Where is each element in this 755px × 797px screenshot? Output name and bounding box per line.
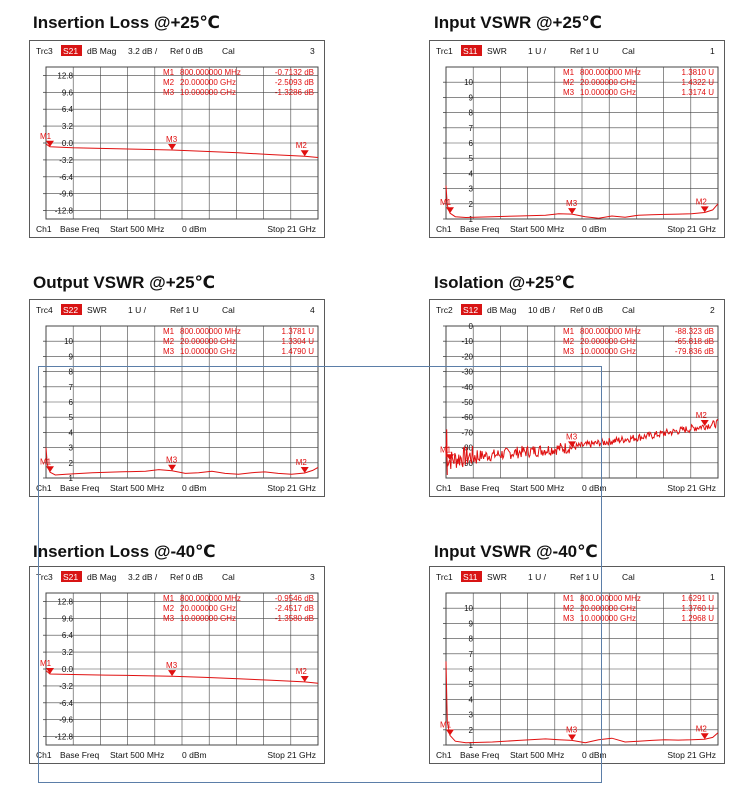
- marker-readout-value: -1.3286 dB: [274, 88, 314, 97]
- marker-readout-label: M3: [163, 347, 175, 356]
- footer-start: Start 500 MHz: [110, 483, 165, 493]
- marker-label: M2: [695, 197, 707, 207]
- y-tick-label: 6: [68, 398, 73, 407]
- y-tick-label: -30: [461, 367, 473, 377]
- footer-start: Start 500 MHz: [510, 224, 565, 234]
- y-tick-label: 2: [468, 199, 473, 209]
- y-tick-label: -80: [461, 443, 473, 453]
- y-tick-label: -60: [461, 413, 473, 423]
- y-tick-label: 5: [68, 413, 73, 423]
- header-ref: Ref 0 dB: [170, 46, 204, 56]
- y-tick-label: 6.4: [61, 105, 73, 115]
- y-tick-label: 8: [468, 108, 473, 118]
- chart-svg: [30, 41, 324, 237]
- marker-readout-freq: 20.000000 GHz: [580, 78, 637, 87]
- marker-triangle: [46, 141, 54, 147]
- header-channel-number: 3: [310, 572, 315, 582]
- y-tick-label: -9.6: [59, 189, 73, 199]
- footer-base: Base Freq: [460, 750, 500, 760]
- header-ref: Ref 0 dB: [570, 305, 604, 315]
- y-tick-label: -3.2: [59, 155, 73, 165]
- marker-label: M2: [295, 666, 307, 676]
- header-ref: Ref 1 U: [570, 46, 599, 56]
- y-tick-label: 7: [68, 382, 73, 392]
- y-tick-label: -40: [461, 382, 473, 392]
- y-tick-label: 3.2: [61, 122, 73, 132]
- marker-label: M3: [566, 199, 578, 209]
- header-scale: 1 U /: [528, 572, 546, 582]
- footer-channel: Ch1: [36, 224, 52, 234]
- header-channel-number: 3: [310, 46, 315, 56]
- panel-title: Output VSWR @+25℃: [33, 273, 216, 292]
- marker-label: M3: [566, 432, 578, 442]
- y-tick-label: -20: [461, 352, 473, 362]
- footer-stop: Stop 21 GHz: [667, 750, 716, 760]
- y-tick-label: 0.0: [61, 665, 73, 674]
- header-cal: Cal: [622, 572, 635, 582]
- header-trace: Trc1: [436, 46, 453, 56]
- marker-triangle: [568, 734, 576, 740]
- marker-label: M3: [166, 455, 178, 465]
- marker-readout-label: M2: [563, 604, 575, 613]
- header-scale: 3.2 dB /: [128, 46, 158, 56]
- y-tick-label: 12.8: [57, 71, 73, 81]
- marker-readout-value: 1.4790 U: [281, 347, 314, 356]
- marker-readout-label: M2: [563, 337, 575, 346]
- marker-label: M3: [166, 661, 178, 671]
- y-tick-label: 8: [468, 634, 473, 644]
- footer-power: 0 dBm: [582, 750, 607, 760]
- header-ref: Ref 1 U: [570, 572, 599, 582]
- y-tick-label: -3.2: [59, 681, 73, 691]
- y-tick-label: 7: [468, 123, 473, 133]
- marker-readout-label: M1: [563, 594, 575, 603]
- footer-channel: Ch1: [436, 224, 452, 234]
- y-tick-label: 3: [68, 443, 73, 453]
- marker-readout-value: 1.3174 U: [681, 88, 714, 97]
- marker-triangle: [46, 466, 54, 472]
- marker-triangle: [701, 420, 709, 426]
- y-tick-label: 2: [68, 458, 73, 468]
- header-cal: Cal: [222, 46, 235, 56]
- y-tick-label: 6: [468, 139, 473, 148]
- marker-readout-label: M1: [163, 68, 175, 77]
- marker-readout-freq: 10.000000 GHz: [180, 88, 237, 97]
- header-channel-number: 2: [710, 305, 715, 315]
- marker-readout-value: 1.3304 U: [281, 337, 314, 346]
- marker-readout-label: M3: [563, 614, 575, 623]
- footer-stop: Stop 21 GHz: [267, 750, 316, 760]
- marker-readout-freq: 20.000000 GHz: [180, 604, 237, 613]
- y-tick-label: -50: [461, 398, 473, 407]
- header-param: S21: [63, 46, 79, 56]
- y-tick-label: 12.8: [57, 597, 73, 607]
- marker-readout-freq: 10.000000 GHz: [180, 614, 237, 623]
- marker-triangle: [168, 465, 176, 471]
- header-cal: Cal: [222, 305, 235, 315]
- marker-readout-label: M1: [563, 68, 575, 77]
- header-format: dB Mag: [87, 46, 117, 56]
- marker-readout-value: -0.9546 dB: [274, 594, 314, 603]
- marker-triangle: [168, 144, 176, 150]
- marker-readout-value: 1.3781 U: [281, 327, 314, 336]
- y-tick-label: 6.4: [61, 631, 73, 641]
- footer-power: 0 dBm: [582, 224, 607, 234]
- marker-readout-value: 1.2968 U: [681, 614, 714, 623]
- footer-stop: Stop 21 GHz: [667, 483, 716, 493]
- footer-base: Base Freq: [60, 224, 100, 234]
- y-tick-label: 4: [468, 169, 473, 179]
- y-tick-label: 9: [468, 93, 473, 103]
- marker-label: M2: [695, 411, 707, 421]
- marker-readout-freq: 20.000000 GHz: [580, 337, 637, 346]
- marker-triangle: [568, 441, 576, 447]
- marker-readout-label: M3: [563, 347, 575, 356]
- footer-stop: Stop 21 GHz: [667, 224, 716, 234]
- chart-svg: [430, 41, 724, 237]
- y-tick-label: 4: [68, 428, 73, 438]
- y-tick-label: 6: [468, 665, 473, 674]
- y-tick-label: 9.6: [61, 614, 73, 624]
- y-tick-label: 5: [468, 154, 473, 164]
- footer-start: Start 500 MHz: [110, 224, 165, 234]
- header-param: S11: [463, 46, 478, 56]
- marker-readout-value: -0.7132 dB: [274, 68, 314, 77]
- y-tick-label: 0.0: [61, 139, 73, 148]
- header-param: S22: [63, 305, 79, 315]
- marker-readout-freq: 800.000000 MHz: [580, 594, 641, 603]
- marker-readout-value: -2.4517 dB: [274, 604, 314, 613]
- chart-svg: [430, 300, 724, 496]
- y-tick-label: 9: [468, 619, 473, 629]
- header-cal: Cal: [622, 46, 635, 56]
- marker-label: M1: [40, 457, 52, 467]
- marker-readout-label: M1: [163, 594, 175, 603]
- chart-panel: [29, 40, 325, 238]
- footer-power: 0 dBm: [182, 224, 207, 234]
- marker-readout-label: M3: [563, 88, 575, 97]
- marker-readout-label: M2: [163, 78, 175, 87]
- y-tick-label: -12.8: [54, 732, 73, 742]
- header-channel-number: 1: [710, 46, 715, 56]
- y-tick-label: -9.6: [59, 715, 73, 725]
- marker-readout-value: -65.818 dB: [674, 337, 714, 346]
- marker-readout-freq: 20.000000 GHz: [180, 78, 237, 87]
- marker-readout-freq: 20.000000 GHz: [180, 337, 237, 346]
- y-tick-label: 9.6: [61, 88, 73, 98]
- header-trace: Trc1: [436, 572, 453, 582]
- header-trace: Trc3: [36, 572, 53, 582]
- marker-label: M1: [440, 720, 452, 730]
- header-ref: Ref 0 dB: [170, 572, 204, 582]
- header-cal: Cal: [622, 305, 635, 315]
- marker-readout-value: -79.836 dB: [674, 347, 714, 356]
- y-tick-label: -6.4: [59, 172, 73, 182]
- y-tick-label: 10: [464, 78, 473, 88]
- footer-channel: Ch1: [36, 750, 52, 760]
- y-tick-label: 8: [68, 367, 73, 377]
- header-format: dB Mag: [487, 305, 517, 315]
- header-scale: 3.2 dB /: [128, 572, 158, 582]
- marker-readout-value: 1.4322 U: [681, 78, 714, 87]
- marker-readout-freq: 800.000000 MHz: [180, 594, 241, 603]
- marker-readout-freq: 800.000000 MHz: [580, 68, 641, 77]
- chart-panel: [429, 299, 725, 497]
- header-param: S11: [463, 572, 478, 582]
- marker-readout-label: M2: [163, 604, 175, 613]
- marker-readout-value: 1.3760 U: [681, 604, 714, 613]
- footer-power: 0 dBm: [582, 483, 607, 493]
- panel-title: Insertion Loss @+25℃: [33, 13, 220, 32]
- footer-channel: Ch1: [36, 483, 52, 493]
- header-cal: Cal: [222, 572, 235, 582]
- header-trace: Trc3: [36, 46, 53, 56]
- header-scale: 10 dB /: [528, 305, 555, 315]
- header-format: dB Mag: [87, 572, 117, 582]
- y-tick-label: 5: [468, 680, 473, 690]
- y-tick-label: 3: [468, 710, 473, 720]
- marker-readout-value: -1.3580 dB: [274, 614, 314, 623]
- y-tick-label: -12.8: [54, 206, 73, 216]
- marker-readout-value: -88.323 dB: [674, 327, 714, 336]
- footer-power: 0 dBm: [182, 750, 207, 760]
- chart-panel: [429, 40, 725, 238]
- panel-title: Input VSWR @-40℃: [434, 542, 598, 561]
- marker-readout-freq: 800.000000 MHz: [580, 327, 641, 336]
- marker-label: M2: [295, 457, 307, 467]
- chart-svg: [30, 300, 324, 496]
- y-tick-label: -6.4: [59, 698, 73, 708]
- marker-readout-label: M1: [163, 327, 175, 336]
- marker-triangle: [446, 729, 454, 735]
- marker-label: M3: [566, 725, 578, 735]
- header-channel-number: 4: [310, 305, 315, 315]
- chart-svg: [430, 567, 724, 763]
- header-format: SWR: [87, 305, 107, 315]
- header-scale: 1 U /: [528, 46, 546, 56]
- footer-base: Base Freq: [60, 750, 100, 760]
- y-tick-label: 0: [468, 322, 473, 331]
- marker-label: M2: [695, 724, 707, 734]
- header-trace: Trc4: [36, 305, 53, 315]
- chart-svg: [30, 567, 324, 763]
- marker-readout-freq: 800.000000 MHz: [180, 327, 241, 336]
- y-tick-label: -10: [461, 337, 473, 347]
- footer-base: Base Freq: [460, 224, 500, 234]
- panel-title: Input VSWR @+25℃: [434, 13, 602, 32]
- marker-readout-label: M2: [163, 337, 175, 346]
- marker-readout-value: 1.3810 U: [681, 68, 714, 77]
- footer-channel: Ch1: [436, 750, 452, 760]
- marker-readout-freq: 10.000000 GHz: [180, 347, 237, 356]
- marker-readout-label: M3: [163, 88, 175, 97]
- footer-channel: Ch1: [436, 483, 452, 493]
- marker-readout-freq: 800.000000 MHz: [180, 68, 241, 77]
- footer-base: Base Freq: [60, 483, 100, 493]
- marker-readout-label: M3: [163, 614, 175, 623]
- chart-panel: [429, 566, 725, 764]
- footer-stop: Stop 21 GHz: [267, 483, 316, 493]
- marker-readout-label: M1: [563, 327, 575, 336]
- header-ref: Ref 1 U: [170, 305, 199, 315]
- y-tick-label: 10: [464, 604, 473, 614]
- y-tick-label: 1: [68, 474, 73, 483]
- y-tick-label: 9: [68, 352, 73, 362]
- marker-label: M2: [295, 141, 307, 151]
- header-param: S21: [63, 572, 79, 582]
- footer-start: Start 500 MHz: [110, 750, 165, 760]
- panel-title: Insertion Loss @-40℃: [33, 542, 216, 561]
- y-tick-label: 3: [468, 184, 473, 194]
- marker-triangle: [301, 676, 309, 682]
- header-format: SWR: [487, 572, 507, 582]
- marker-readout-freq: 10.000000 GHz: [580, 347, 637, 356]
- header-channel-number: 1: [710, 572, 715, 582]
- y-tick-label: 10: [64, 337, 73, 347]
- panel-title: Isolation @+25℃: [434, 273, 575, 292]
- marker-readout-freq: 10.000000 GHz: [580, 88, 637, 97]
- marker-readout-freq: 10.000000 GHz: [580, 614, 637, 623]
- y-tick-label: 2: [468, 725, 473, 735]
- marker-triangle: [568, 208, 576, 214]
- marker-label: M1: [40, 131, 52, 141]
- y-tick-label: 7: [468, 649, 473, 659]
- footer-start: Start 500 MHz: [510, 750, 565, 760]
- marker-readout-label: M2: [563, 78, 575, 87]
- marker-readout-value: -2.5093 dB: [274, 78, 314, 87]
- y-tick-label: 3.2: [61, 648, 73, 658]
- chart-panel: [29, 566, 325, 764]
- marker-readout-freq: 20.000000 GHz: [580, 604, 637, 613]
- chart-panel: [29, 299, 325, 497]
- marker-label: M1: [440, 445, 452, 455]
- y-tick-label: -90: [461, 458, 473, 468]
- y-tick-label: 1: [468, 215, 473, 224]
- footer-start: Start 500 MHz: [510, 483, 565, 493]
- marker-readout-value: 1.6291 U: [681, 594, 714, 603]
- header-param: S12: [463, 305, 479, 315]
- footer-base: Base Freq: [460, 483, 500, 493]
- marker-label: M3: [166, 135, 178, 145]
- header-trace: Trc2: [436, 305, 453, 315]
- marker-triangle: [301, 150, 309, 156]
- marker-label: M1: [440, 198, 452, 208]
- y-tick-label: -70: [461, 428, 473, 438]
- y-tick-label: 4: [468, 695, 473, 705]
- marker-triangle: [446, 207, 454, 213]
- header-format: SWR: [487, 46, 507, 56]
- footer-power: 0 dBm: [182, 483, 207, 493]
- marker-label: M1: [40, 659, 52, 669]
- footer-stop: Stop 21 GHz: [267, 224, 316, 234]
- header-scale: 1 U /: [128, 305, 146, 315]
- y-tick-label: 1: [468, 741, 473, 750]
- marker-triangle: [168, 670, 176, 676]
